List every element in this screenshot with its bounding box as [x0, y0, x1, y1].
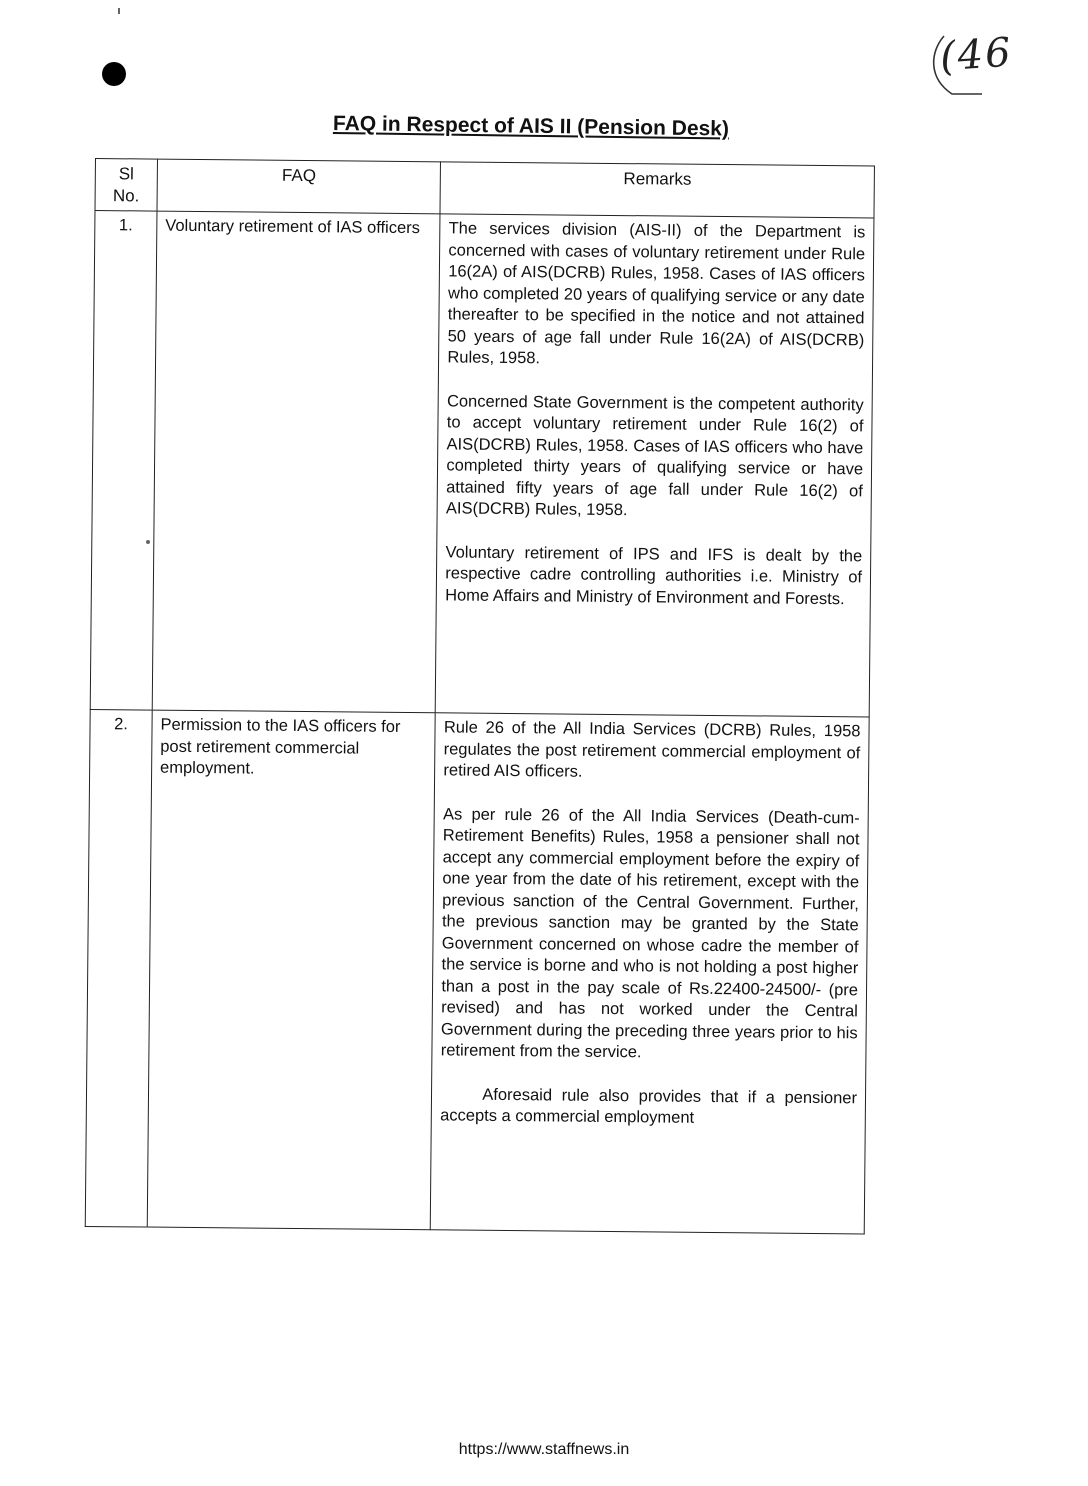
table-header-row [95, 159, 874, 218]
faq-table [85, 158, 875, 1234]
source-url-link[interactable]: https://www.staffnews.in [458, 1441, 630, 1458]
header-sl-no: Sl No. [95, 159, 157, 212]
sl-no-cell: 1. [90, 211, 157, 711]
table-row [85, 709, 869, 1233]
remarks-paragraph: Aforesaid rule also provides that if a pensioner accepts a commercial employment [440, 1085, 858, 1127]
remarks-paragraph: Rule 26 of the All India Services (DCRB) Rules, 1958 regulates the post retirement commercial employment of retired AIS officers. [443, 718, 861, 781]
remarks-paragraph: As per rule 26 of the All India Services (Death-cum-Retirement Benefits) Rules, 1958 a pensioner shall not accept any commercial employment before the expiry of one year from the date of his retirement, except with the previous sanction of the Central Government. Further, the previous sanction may be granted by the State Government concerned on whose cadre the member of the service is borne and who is not holding a post higher than a post in the pay scale of Rs.22400-24500/- (pre revised) and has not worked under the Central Government during the preceding three years prior to his retirement from the service. [440, 804, 860, 1062]
remarks-cell [436, 214, 874, 717]
handwritten-page-number [922, 28, 1015, 100]
remarks-cell [431, 713, 870, 1234]
remarks-paragraph: Voluntary retirement of IPS and IFS is dealt by the respective cadre controlling authorities i.e. Ministry of Home Affairs and Ministry of Environment and Forests. [445, 542, 863, 608]
remarks-paragraph: Concerned State Government is the competent authority to accept voluntary retirement under Rule 16(2) of AIS(DCRB) Rules, 1958. Cases of IAS officers who have completed thirty years of qualifying service or have attained fifty years of age fall under Rule 16(2) of AIS(DCRB) Rules, 1958. [445, 391, 864, 520]
faq-question-cell: Voluntary retirement of IAS officers [152, 211, 440, 713]
page-title: FAQ in Respect of AIS II (Pension Desk) [332, 112, 730, 141]
faq-question-cell: Permission to the IAS officers for post retirement commercial employment. [147, 710, 435, 1230]
header-faq: FAQ [157, 159, 441, 214]
remarks-paragraph: The services division (AIS-II) of the Department is concerned with cases of voluntary retirement under Rule 16(2A) of AIS(DCRB) Rules, 1958. Cases of IAS officers who completed 20 years of qualifying service or any date thereafter to be specified in the notice and not attained 50 years of age fall under Rule 16(2A) of AIS(DCRB) Rules, 1958. [447, 219, 866, 368]
punch-hole-mark [102, 62, 126, 86]
sl-no-cell: 2. [85, 709, 152, 1227]
scan-speck [118, 8, 120, 14]
header-remarks: Remarks [440, 162, 874, 218]
table-row [90, 211, 874, 717]
page-number-text: (46 [938, 29, 1015, 81]
